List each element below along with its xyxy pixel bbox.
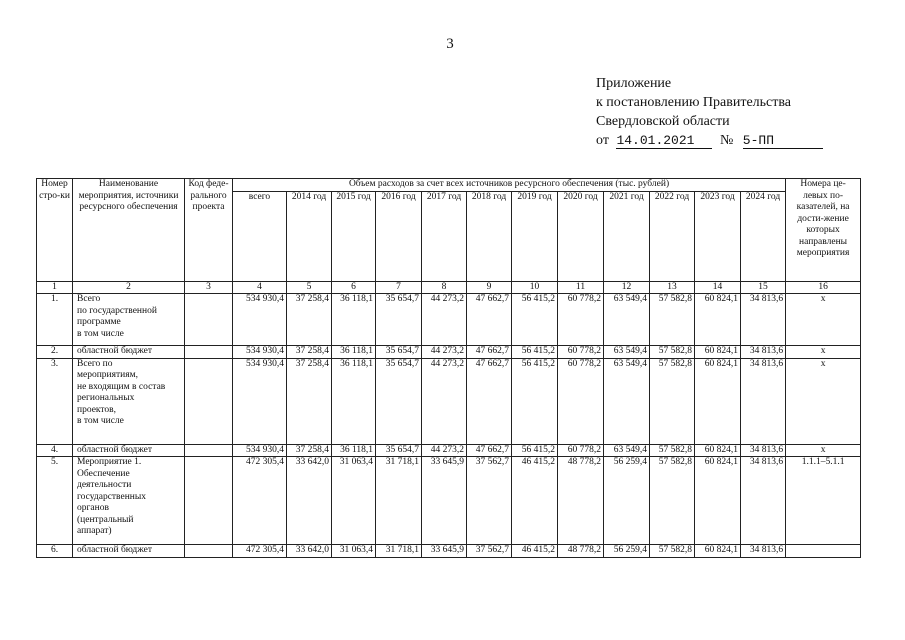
year-value-cell: 57 582,8 [650,444,695,457]
column-number: 7 [376,281,422,294]
federal-code-cell [185,346,233,359]
year-value-cell: 35 654,7 [376,294,422,346]
year-value-cell: 60 824,1 [695,346,741,359]
year-value-cell: 60 778,2 [558,444,604,457]
year-value-cell: 60 824,1 [695,457,741,545]
year-value-cell: 48 778,2 [558,545,604,558]
row-name-cell: Всего по государственной программе в том числе [73,294,185,346]
year-value-cell: 56 259,4 [604,457,650,545]
table-row [37,444,861,457]
year-value-cell: 35 654,7 [376,358,422,444]
annex-title: Приложение [596,76,672,91]
total-value-cell: 534 930,4 [233,444,287,457]
year-value-cell: 47 662,7 [467,358,512,444]
targets-cell: х [786,444,861,457]
column-number: 2 [73,281,185,294]
federal-code-cell [185,457,233,545]
row-name-cell: областной бюджет [73,346,185,359]
year-value-cell: 35 654,7 [376,346,422,359]
year-value-cell: 63 549,4 [604,346,650,359]
column-number: 9 [467,281,512,294]
column-number: 5 [287,281,332,294]
column-number: 12 [604,281,650,294]
year-value-cell: 35 654,7 [376,444,422,457]
table-row [37,346,861,359]
table-row [37,545,861,558]
header-total: всего [233,191,287,281]
header-year: 2022 год [650,191,695,281]
federal-code-cell [185,545,233,558]
year-value-cell: 33 642,0 [287,457,332,545]
year-value-cell: 34 813,6 [741,444,786,457]
row-number-cell: 5. [37,457,73,545]
year-value-cell: 46 415,2 [512,545,558,558]
row-number-cell: 6. [37,545,73,558]
year-value-cell: 36 118,1 [332,346,376,359]
year-value-cell: 63 549,4 [604,444,650,457]
federal-code-cell [185,358,233,444]
targets-cell [786,545,861,558]
year-value-cell: 34 813,6 [741,457,786,545]
year-value-cell: 33 645,9 [422,545,467,558]
year-value-cell: 37 562,7 [467,457,512,545]
header-year: 2015 год [332,191,376,281]
year-value-cell: 36 118,1 [332,358,376,444]
year-value-cell: 56 415,2 [512,346,558,359]
year-value-cell: 56 415,2 [512,294,558,346]
year-value-cell: 37 258,4 [287,444,332,457]
row-number-cell: 1. [37,294,73,346]
year-value-cell: 57 582,8 [650,545,695,558]
year-value-cell: 31 718,1 [376,545,422,558]
column-number: 15 [741,281,786,294]
year-value-cell: 37 258,4 [287,358,332,444]
year-value-cell: 56 259,4 [604,545,650,558]
federal-code-cell [185,294,233,346]
year-value-cell: 60 778,2 [558,294,604,346]
annex-block [596,74,823,150]
year-value-cell: 37 562,7 [467,545,512,558]
year-value-cell: 31 063,4 [332,545,376,558]
year-value-cell: 31 063,4 [332,457,376,545]
year-value-cell: 34 813,6 [741,358,786,444]
total-value-cell: 534 930,4 [233,358,287,444]
annex-from-label: от [596,133,609,148]
year-value-cell: 57 582,8 [650,346,695,359]
table-row [37,457,861,545]
annex-number: 5-ПП [743,133,823,149]
year-value-cell: 46 415,2 [512,457,558,545]
column-number: 1 [37,281,73,294]
year-value-cell: 48 778,2 [558,457,604,545]
expenditure-table [36,178,861,558]
header-federal-code: Код феде-рального проекта [185,179,233,282]
table-row [37,358,861,444]
column-number: 8 [422,281,467,294]
row-name-cell: Мероприятие 1. Обеспечение деятельности государственных органов (центральный аппарат) [73,457,185,545]
header-volume-group: Объем расходов за счет всех источников ресурсного обеспечения (тыс. рублей) [233,179,786,192]
header-year: 2016 год [376,191,422,281]
column-number: 4 [233,281,287,294]
header-targets: Номера це-левых по-казателей, на дости-жение которых направлены мероприятия [786,179,861,282]
row-name-cell: областной бюджет [73,545,185,558]
page-number: 3 [446,36,454,52]
header-year: 2021 год [604,191,650,281]
row-number-cell: 3. [37,358,73,444]
header-year: 2019 год [512,191,558,281]
year-value-cell: 57 582,8 [650,457,695,545]
year-value-cell: 37 258,4 [287,346,332,359]
targets-cell: х [786,294,861,346]
year-value-cell: 47 662,7 [467,444,512,457]
header-year: 2020 год [558,191,604,281]
annex-line-3: Свердловской области [596,114,730,129]
total-value-cell: 472 305,4 [233,545,287,558]
year-value-cell: 34 813,6 [741,294,786,346]
year-value-cell: 60 824,1 [695,545,741,558]
year-value-cell: 47 662,7 [467,346,512,359]
column-number-row [37,281,861,294]
year-value-cell: 63 549,4 [604,358,650,444]
year-value-cell: 31 718,1 [376,457,422,545]
header-year: 2023 год [695,191,741,281]
header-name: Наименование мероприятия, источники ресурсного обеспечения [73,179,185,282]
column-number: 11 [558,281,604,294]
targets-cell: 1.1.1–5.1.1 [786,457,861,545]
year-value-cell: 44 273,2 [422,444,467,457]
year-value-cell: 56 415,2 [512,358,558,444]
column-number: 10 [512,281,558,294]
year-value-cell: 57 582,8 [650,358,695,444]
column-number: 6 [332,281,376,294]
year-value-cell: 37 258,4 [287,294,332,346]
header-row-number: Номер стро-ки [37,179,73,282]
column-number: 16 [786,281,861,294]
year-value-cell: 57 582,8 [650,294,695,346]
header-year: 2024 год [741,191,786,281]
year-value-cell: 60 824,1 [695,358,741,444]
year-value-cell: 63 549,4 [604,294,650,346]
federal-code-cell [185,444,233,457]
total-value-cell: 534 930,4 [233,294,287,346]
year-value-cell: 60 824,1 [695,444,741,457]
column-number: 14 [695,281,741,294]
column-number: 3 [185,281,233,294]
year-value-cell: 60 778,2 [558,346,604,359]
total-value-cell: 472 305,4 [233,457,287,545]
total-value-cell: 534 930,4 [233,346,287,359]
row-number-cell: 4. [37,444,73,457]
targets-cell: х [786,358,861,444]
table-row [37,294,861,346]
row-name-cell: областной бюджет [73,444,185,457]
year-value-cell: 33 645,9 [422,457,467,545]
annex-number-label: № [719,133,734,148]
year-value-cell: 33 642,0 [287,545,332,558]
year-value-cell: 44 273,2 [422,358,467,444]
header-year: 2014 год [287,191,332,281]
year-value-cell: 56 415,2 [512,444,558,457]
year-value-cell: 44 273,2 [422,294,467,346]
year-value-cell: 34 813,6 [741,545,786,558]
annex-line-2: к постановлению Правительства [596,95,792,110]
row-name-cell: Всего по мероприятиям, не входящим в состав региональных проектов, в том числе [73,358,185,444]
targets-cell: х [786,346,861,359]
year-value-cell: 34 813,6 [741,346,786,359]
column-number: 13 [650,281,695,294]
year-value-cell: 36 118,1 [332,294,376,346]
year-value-cell: 44 273,2 [422,346,467,359]
annex-date: 14.01.2021 [616,133,712,149]
year-value-cell: 36 118,1 [332,444,376,457]
header-year: 2017 год [422,191,467,281]
header-year: 2018 год [467,191,512,281]
annex-date-row [596,131,823,150]
row-number-cell: 2. [37,346,73,359]
year-value-cell: 47 662,7 [467,294,512,346]
year-value-cell: 60 778,2 [558,358,604,444]
year-value-cell: 60 824,1 [695,294,741,346]
